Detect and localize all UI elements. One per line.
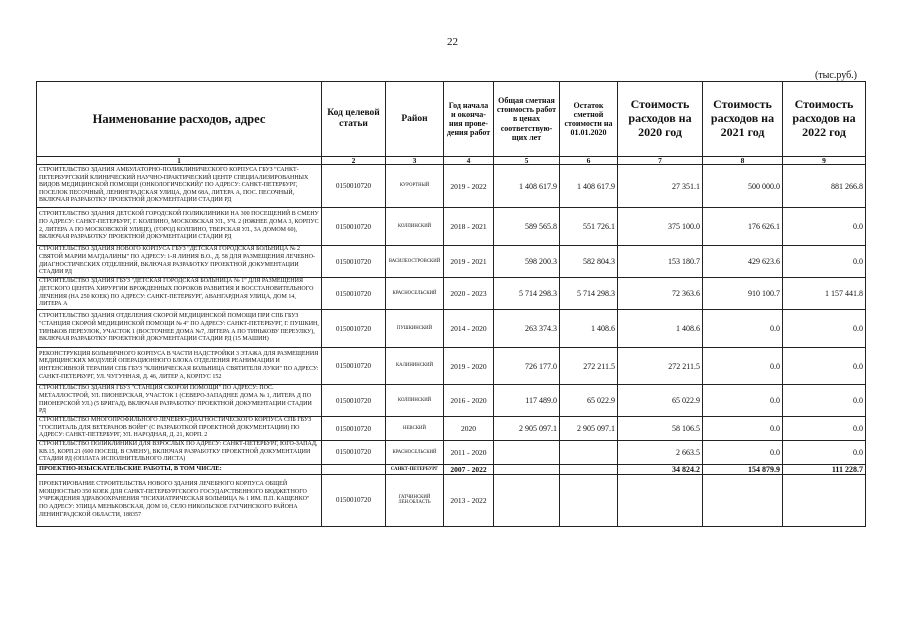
cost-2021: 500 000.0: [703, 165, 783, 208]
cost-2022: [783, 474, 866, 526]
header-remaining-cost: Остаток сметной стоимости на 01.01.2020: [560, 82, 618, 157]
years: 2020: [444, 417, 494, 441]
header-name: Наименование расходов, адрес: [37, 82, 322, 157]
remaining-cost: 551 726.1: [560, 208, 618, 246]
target-code: 0150010720: [322, 385, 386, 417]
target-code: 0150010720: [322, 417, 386, 441]
target-code: 0150010720: [322, 474, 386, 526]
cost-2022: 881 266.8: [783, 165, 866, 208]
cost-2020: 65 022.9: [618, 385, 703, 417]
total-cost: 589 565.8: [494, 208, 560, 246]
district: КОЛПИНСКИЙ: [386, 208, 444, 246]
years: 2011 - 2020: [444, 441, 494, 465]
row-name: СТРОИТЕЛЬСТВО МНОГОПРОФИЛЬНОГО ЛЕЧЕБНО-ДИАГНОСТИЧЕСКОГО КОРПУСА СПБ ГБУЗ "ГОСПИТАЛЬ ДЛЯ ВЕТЕРАНОВ ВОЙН" (С РАЗРАБОТКОЙ ПРОЕКТНОЙ ДОКУМЕНТАЦИИ) ПО АДРЕСУ: САНКТ-ПЕТЕРБУРГ, УЛ. НАРОДНАЯ, Д. 21, КОРП. 2: [37, 417, 322, 441]
years: 2013 - 2022: [444, 474, 494, 526]
column-number: 8: [703, 157, 783, 165]
table-row: [37, 246, 866, 278]
district: ВАСИЛЕОСТРОВСКИЙ: [386, 246, 444, 278]
column-number: 5: [494, 157, 560, 165]
table-row: [37, 165, 866, 208]
target-code: 0150010720: [322, 348, 386, 385]
table-row: [37, 385, 866, 417]
cost-2020: 272 211.5: [618, 348, 703, 385]
district: ПУШКИНСКИЙ: [386, 310, 444, 348]
cost-2020: 34 824.2: [618, 464, 703, 474]
district: КОЛПИНСКИЙ: [386, 385, 444, 417]
years: 2019 - 2022: [444, 165, 494, 208]
cost-2022: 0.0: [783, 348, 866, 385]
cost-2021: [703, 474, 783, 526]
table-row: [37, 208, 866, 246]
target-code: 0150010720: [322, 310, 386, 348]
row-name: СТРОИТЕЛЬСТВО ЗДАНИЯ АМБУЛАТОРНО-ПОЛИКЛИНИЧЕСКОГО КОРПУСА ГБУЗ "САНКТ-ПЕТЕРБУРГСКИЙ КЛИНИЧЕСКИЙ НАУЧНО-ПРАКТИЧЕСКИЙ ЦЕНТР СПЕЦИАЛИЗИРОВАННЫХ ВИДОВ МЕДИЦИНСКОЙ ПОМОЩИ (ОНКОЛОГИЧЕСКИЙ)" ПО АДРЕСУ: САНКТ-ПЕТЕРБУРГ, ПОСЕЛОК ПЕСОЧНЫЙ, ЛЕНИНГРАДСКАЯ УЛИЦА, ДОМ 68А, ЛИТЕРА А, ПОС. ПЕСОЧНЫЙ, ВКЛЮЧАЯ РАЗРАБОТКУ ПРОЕКТНОЙ ДОКУМЕНТАЦИИ СТАДИИ РД: [37, 165, 322, 208]
column-number: 7: [618, 157, 703, 165]
cost-2022: 1 157 441.8: [783, 278, 866, 310]
remaining-cost: 2 905 097.1: [560, 417, 618, 441]
column-number: 1: [37, 157, 322, 165]
target-code: 0150010720: [322, 208, 386, 246]
cost-2020: 153 180.7: [618, 246, 703, 278]
table-row: [37, 348, 866, 385]
remaining-cost: 65 022.9: [560, 385, 618, 417]
total-cost: [494, 474, 560, 526]
years: 2007 - 2022: [444, 464, 494, 474]
row-name: СТРОИТЕЛЬСТВО ЗДАНИЯ НОВОГО КОРПУСА ГБУЗ "ДЕТСКАЯ ГОРОДСКАЯ БОЛЬНИЦА № 2 СВЯТОЙ МАРИИ МАГДАЛИНЫ" ПО АДРЕСУ: 1-Я ЛИНИЯ В.О., Д. 58 ДЛЯ РАЗМЕЩЕНИЯ ЛЕЧЕБНО-ДИАГНОСТИЧЕСКИХ ОТДЕЛЕНИЙ, ВКЛЮЧАЯ РАЗРАБОТКУ ПРОЕКТНОЙ ДОКУМЕНТАЦИИ СТАДИИ РД: [37, 246, 322, 278]
district: НЕВСКИЙ: [386, 417, 444, 441]
target-code: 0150010720: [322, 165, 386, 208]
cost-2020: [618, 474, 703, 526]
header-total-cost: Общая сметная стоимость работ в ценах соответствую-щих лет: [494, 82, 560, 157]
units-label: (тыс.руб.): [814, 70, 857, 81]
remaining-cost: 582 804.3: [560, 246, 618, 278]
remaining-cost: 5 714 298.3: [560, 278, 618, 310]
cost-2021: 910 100.7: [703, 278, 783, 310]
cost-2021: 176 626.1: [703, 208, 783, 246]
row-name: СТРОИТЕЛЬСТВО ЗДАНИЯ ГБУЗ "СТАНЦИЯ СКОРОЙ ПОМОЩИ" ПО АДРЕСУ: ПОС. МЕТАЛЛОСТРОЙ, УЛ. ПИОНЕРСКАЯ, УЧАСТОК 1 (СЕВЕРО-ЗАПАДНЕЕ ДОМА № 1, ЛИТЕРА Д ПО ПИОНЕРСКОЙ УЛ.) (5 БРИГАД), ВКЛЮЧАЯ РАЗРАБОТКУ ПРОЕКТНОЙ ДОКУМЕНТАЦИИ СТАДИИ РД: [37, 385, 322, 417]
district: КАЛИНИНСКИЙ: [386, 348, 444, 385]
remaining-cost: 272 211.5: [560, 348, 618, 385]
column-number: 4: [444, 157, 494, 165]
district: САНКТ-ПЕТЕРБУРГ: [386, 464, 444, 474]
target-code: [322, 464, 386, 474]
budget-table: [36, 81, 866, 527]
years: 2020 - 2023: [444, 278, 494, 310]
cost-2020: 72 363.6: [618, 278, 703, 310]
table-row: [37, 310, 866, 348]
cost-2022: 0.0: [783, 441, 866, 465]
header-cost-2021: Стоимость расходов на 2021 год: [703, 82, 783, 157]
cost-2021: 0.0: [703, 441, 783, 465]
row-name: РЕКОНСТРУКЦИЯ БОЛЬНИЧНОГО КОРПУСА В ЧАСТИ НАДСТРОЙКИ 3 ЭТАЖА ДЛЯ РАЗМЕЩЕНИЯ МЕДИЦИНСКИХ МОДУЛЕЙ ОПЕРАЦИОННОГО БЛОКА ОТДЕЛЕНИЯ РЕАНИМАЦИИ И ИНТЕНСИВНОЙ ТЕРАПИИ СПБ ГБУЗ "КЛИНИЧЕСКАЯ БОЛЬНИЦА СВЯТИТЕЛЯ ЛУКИ" ПО АДРЕСУ: САНКТ-ПЕТЕРБУРГ, УЛ. ЧУГУННАЯ, Д. 46, ЛИТЕР А, КОРПУС 152: [37, 348, 322, 385]
total-cost: 2 905 097.1: [494, 417, 560, 441]
total-cost: 263 374.3: [494, 310, 560, 348]
cost-2022: 0.0: [783, 310, 866, 348]
column-number: 2: [322, 157, 386, 165]
cost-2022: 111 228.7: [783, 464, 866, 474]
district: КРАСНОСЕЛЬСКИЙ: [386, 441, 444, 465]
years: 2019 - 2021: [444, 246, 494, 278]
total-cost: 598 200.3: [494, 246, 560, 278]
cost-2020: 27 351.1: [618, 165, 703, 208]
total-cost: 5 714 298.3: [494, 278, 560, 310]
target-code: 0150010720: [322, 441, 386, 465]
column-number: 3: [386, 157, 444, 165]
column-number: 6: [560, 157, 618, 165]
years: 2016 - 2020: [444, 385, 494, 417]
cost-2020: 375 100.0: [618, 208, 703, 246]
cost-2020: 2 663.5: [618, 441, 703, 465]
row-name: ПРОЕКТНО-ИЗЫСКАТЕЛЬСКИЕ РАБОТЫ, В ТОМ ЧИСЛЕ:: [37, 464, 322, 474]
cost-2021: 0.0: [703, 310, 783, 348]
total-cost: 117 489.0: [494, 385, 560, 417]
cost-2021: 0.0: [703, 348, 783, 385]
years: 2018 - 2021: [444, 208, 494, 246]
cost-2022: 0.0: [783, 385, 866, 417]
cost-2021: 429 623.6: [703, 246, 783, 278]
district: КРАСНОСЕЛЬСКИЙ: [386, 278, 444, 310]
header-cost-2022: Стоимость расходов на 2022 год: [783, 82, 866, 157]
header-code: Код целевой статьи: [322, 82, 386, 157]
table-row: [37, 441, 866, 465]
column-number: 9: [783, 157, 866, 165]
cost-2021: 0.0: [703, 417, 783, 441]
table-row: [37, 417, 866, 441]
column-number-row: [37, 157, 866, 165]
target-code: 0150010720: [322, 278, 386, 310]
cost-2022: 0.0: [783, 246, 866, 278]
table-row: [37, 278, 866, 310]
years: 2014 - 2020: [444, 310, 494, 348]
row-name: СТРОИТЕЛЬСТВО ПОЛИКЛИНИКИ ДЛЯ ВЗРОСЛЫХ ПО АДРЕСУ: САНКТ-ПЕТЕРБУРГ, ЮГО-ЗАПАД, КВ.15, КОРП.21 (600 ПОСЕЩ. В СМЕНУ), ВКЛЮЧАЯ РАЗРАБОТКУ ПРОЕКТНОЙ ДОКУМЕНТАЦИИ СТАДИИ РД (ОПЛАТА ИСПОЛНИТЕЛЬНОГО ЛИСТА): [37, 441, 322, 465]
row-name: ПРОЕКТИРОВАНИЕ СТРОИТЕЛЬСТВА НОВОГО ЗДАНИЯ ЛЕЧЕБНОГО КОРПУСА ОБЩЕЙ МОЩНОСТЬЮ 350 КОЕК ДЛЯ САНКТ-ПЕТЕРБУРГСКОГО ГОСУДАРСТВЕННОГО БЮДЖЕТНОГО УЧРЕЖДЕНИЯ ЗДРАВООХРАНЕНИЯ "ПСИХИАТРИЧЕСКАЯ БОЛЬНИЦА № 1 ИМ. П.П. КАЩЕНКО" ПО АДРЕСУ: УЛИЦА МЕНЬКОВСКАЯ, ДОМ 10, СЕЛО НИКОЛЬСКОЕ ГАТЧИНСКОГО РАЙОНА ЛЕНИНГРАДСКОЙ ОБЛАСТИ, 188357: [37, 474, 322, 526]
cost-2020: 1 408.6: [618, 310, 703, 348]
district: КУРОРТНЫЙ: [386, 165, 444, 208]
header-years: Год начала и оконча-ния прове-дения работ: [444, 82, 494, 157]
header-district: Район: [386, 82, 444, 157]
cost-2020: 58 106.5: [618, 417, 703, 441]
total-cost: [494, 441, 560, 465]
row-name: СТРОИТЕЛЬСТВО ЗДАНИЯ ГБУЗ "ДЕТСКАЯ ГОРОДСКАЯ БОЛЬНИЦА № 1" ДЛЯ РАЗМЕЩЕНИЯ ДЕТСКОГО ЦЕНТРА ХИРУРГИИ ВРОЖДЕННЫХ ПОРОКОВ РАЗВИТИЯ И ВОССТАНОВИТЕЛЬНОГО ЛЕЧЕНИЯ (НА 250 КОЕК) ПО АДРЕСУ: САНКТ-ПЕТЕРБУРГ, АВАНГАРДНАЯ УЛИЦА, ДОМ 14, ЛИТЕРА А: [37, 278, 322, 310]
cost-2021: 0.0: [703, 385, 783, 417]
remaining-cost: [560, 474, 618, 526]
years: 2019 - 2020: [444, 348, 494, 385]
remaining-cost: 1 408.6: [560, 310, 618, 348]
remaining-cost: [560, 464, 618, 474]
row-name: СТРОИТЕЛЬСТВО ЗДАНИЯ ОТДЕЛЕНИЯ СКОРОЙ МЕДИЦИНСКОЙ ПОМОЩИ ПРИ СПБ ГБУЗ "СТАНЦИЯ СКОРОЙ МЕДИЦИНСКОЙ ПОМОЩИ № 4" ПО АДРЕСУ: САНКТ-ПЕТЕРБУРГ, Г. ПУШКИН, ТИНЬКОВ ПЕРЕУЛОК, УЧАСТОК 1 (ВОСТОЧНЕЕ ДОМА №7, ЛИТЕРА А ПО ТИНЬКОВУ ПЕРЕУЛКУ), ВКЛЮЧАЯ РАЗРАБОТКУ ПРОЕКТНОЙ ДОКУМЕНТАЦИИ СТАДИИ РД (15 МАШИН): [37, 310, 322, 348]
remaining-cost: 1 408 617.9: [560, 165, 618, 208]
target-code: 0150010720: [322, 246, 386, 278]
table-body: [37, 157, 866, 527]
remaining-cost: [560, 441, 618, 465]
subtotal-row: [37, 464, 866, 474]
cost-2021: 154 879.9: [703, 464, 783, 474]
row-name: СТРОИТЕЛЬСТВО ЗДАНИЯ ДЕТСКОЙ ГОРОДСКОЙ ПОЛИКЛИНИКИ НА 300 ПОСЕЩЕНИЙ В СМЕНУ ПО АДРЕСУ: САНКТ-ПЕТЕРБУРГ, Г. КОЛПИНО, МОСКОВСКАЯ УЛ., УЧ. 2 (ЮЖНЕЕ ДОМА 3, КОРПУС 2, ЛИТЕРА А ПО МОСКОВСКОЙ УЛИЦЕ), (ГОРОД КОЛПИНО, ТВЕРСКАЯ УЛ., ЗА ДОМОМ 60), ВКЛЮЧАЯ РАЗРАБОТКУ ПРОЕКТНОЙ ДОКУМЕНТАЦИИ СТАДИИ РД: [37, 208, 322, 246]
cost-2022: 0.0: [783, 417, 866, 441]
total-cost: 1 408 617.9: [494, 165, 560, 208]
cost-2022: 0.0: [783, 208, 866, 246]
table-row: [37, 474, 866, 526]
district: ГАТЧИНСКИЙ ЛЕН.ОБЛАСТЬ: [386, 474, 444, 526]
total-cost: 726 177.0: [494, 348, 560, 385]
page-number: 22: [447, 36, 458, 48]
total-cost: [494, 464, 560, 474]
header-cost-2020: Стоимость расходов на 2020 год: [618, 82, 703, 157]
